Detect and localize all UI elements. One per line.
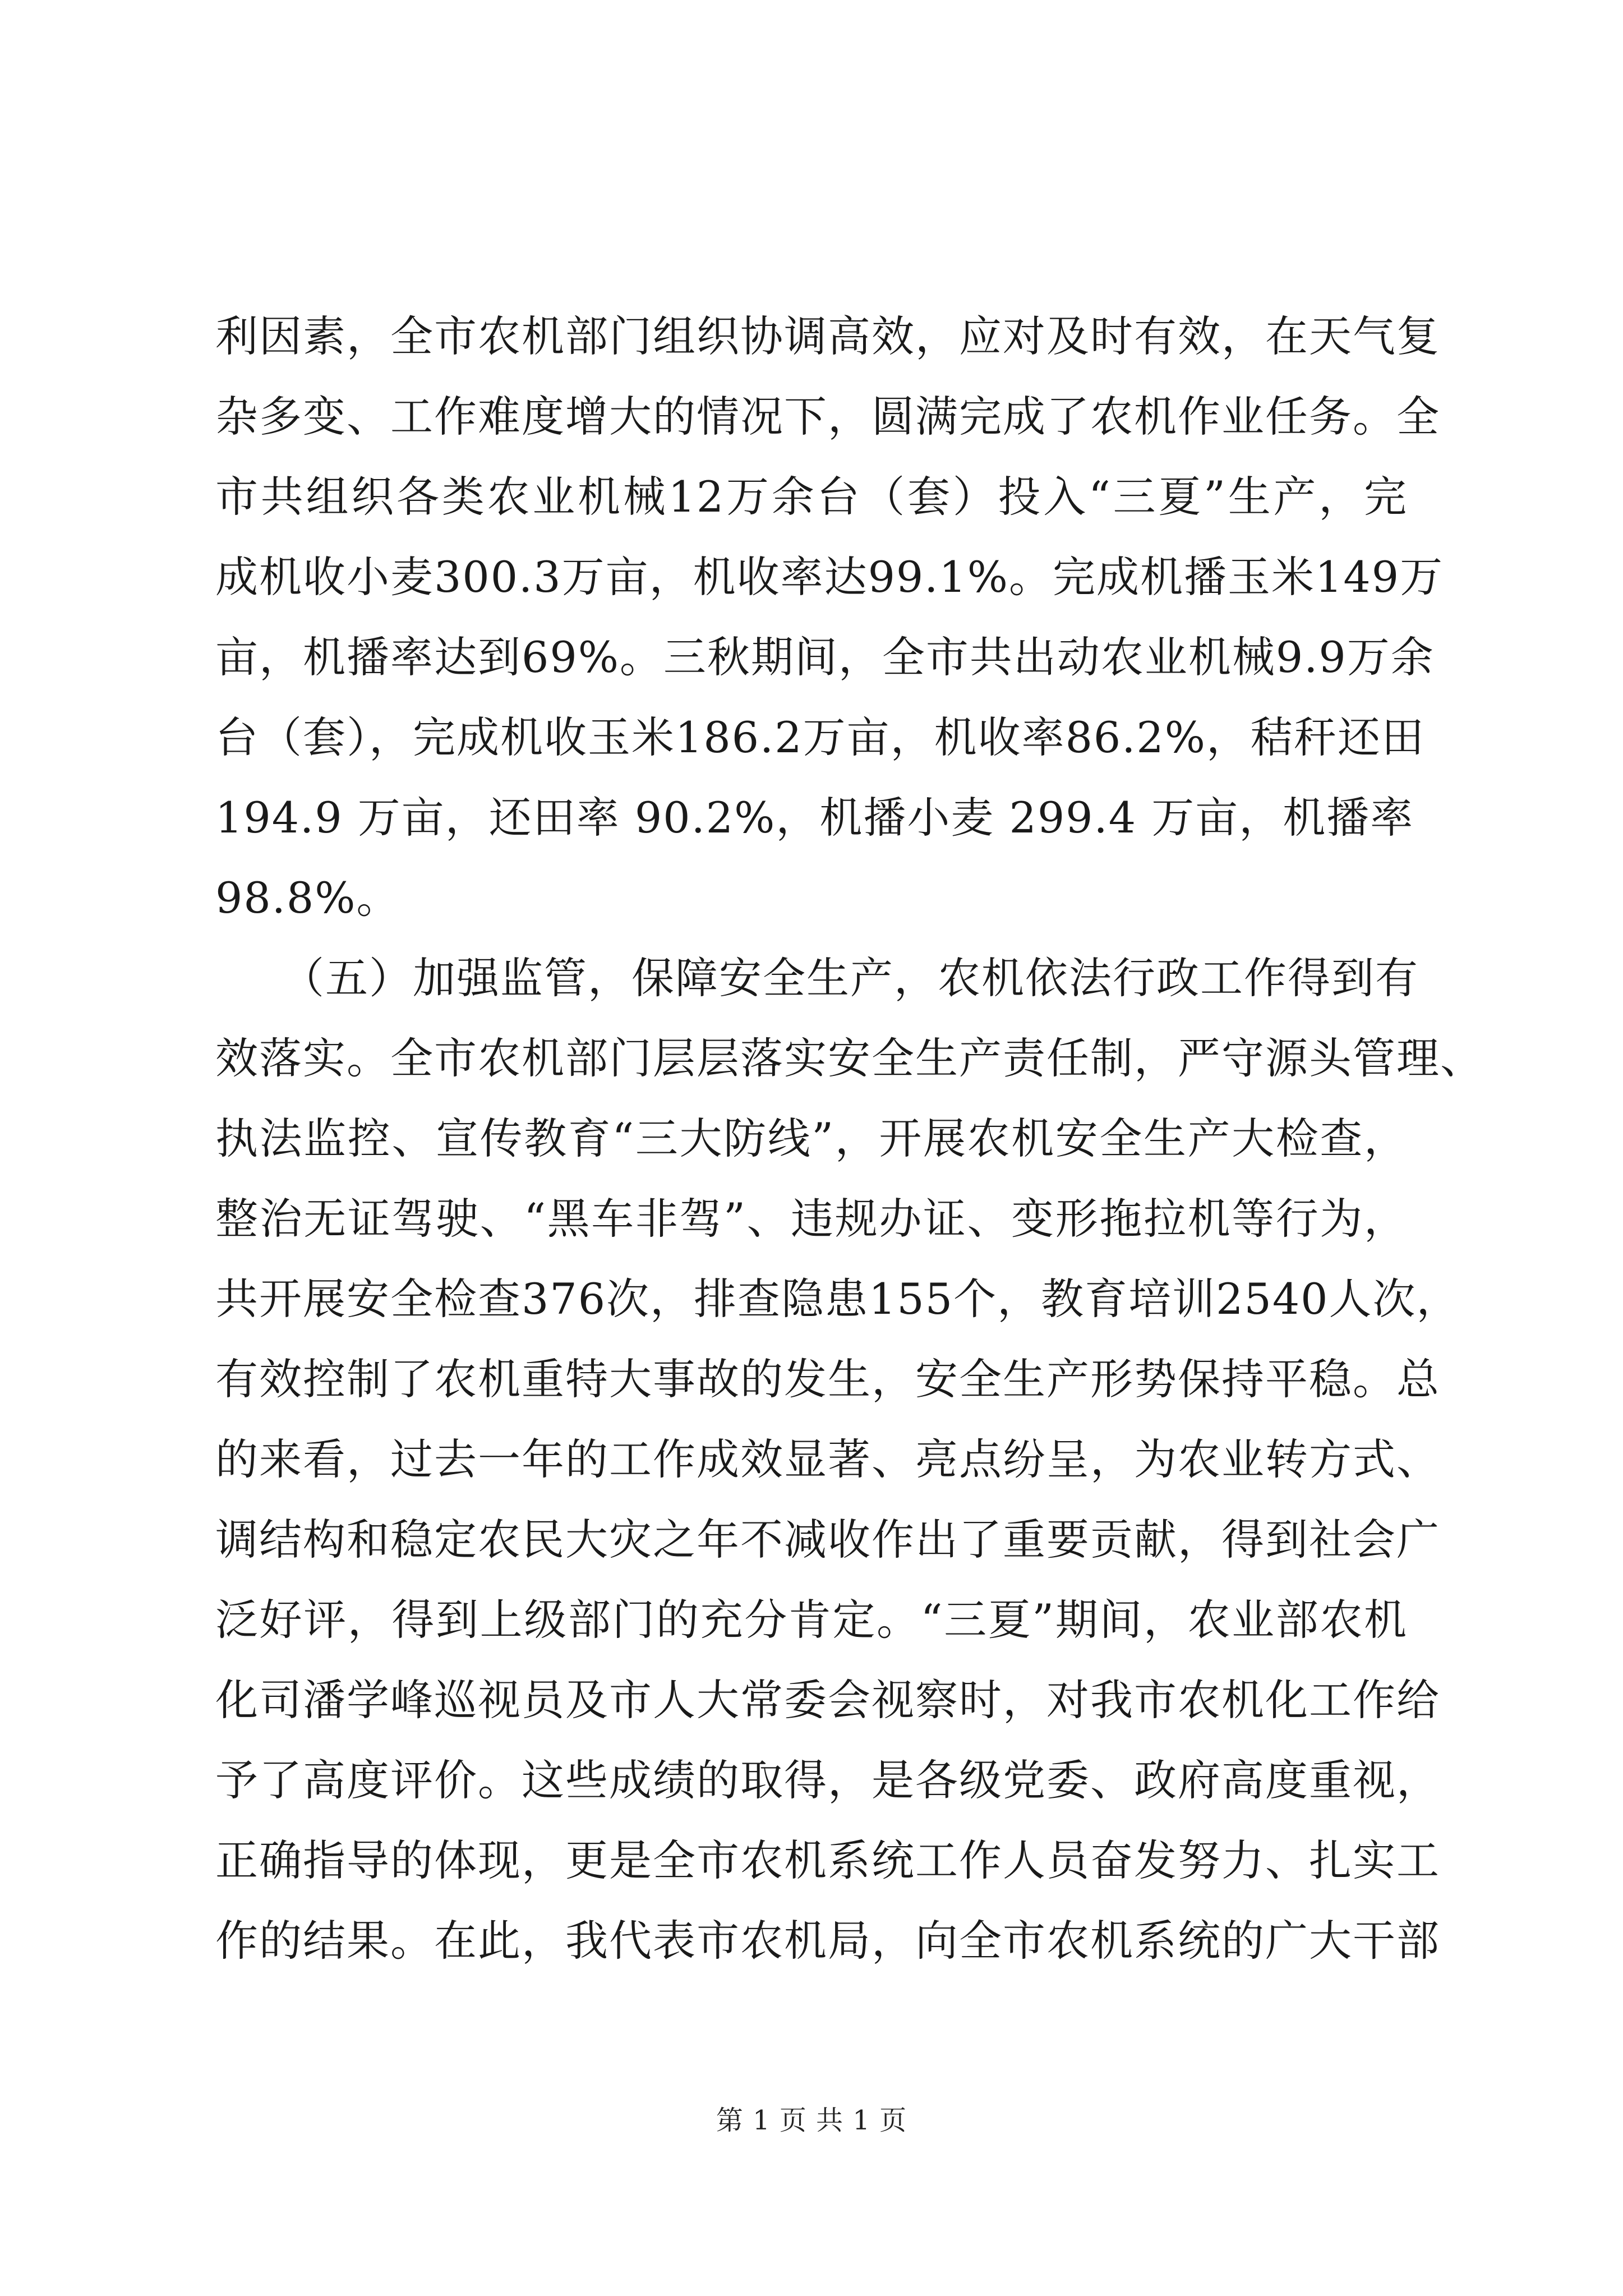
text-line: 泛好评，得到上级部门的充分肯定。“三夏”期间，农业部农机: [215, 1595, 1408, 1645]
text-line: 利因素，全市农机部门组织协调高效，应对及时有效，在天气复: [215, 311, 1440, 361]
text-line: 效落实。全市农机部门层层落实安全生产责任制，严守源头管理、: [215, 1033, 1484, 1083]
body-text: [215, 303, 1484, 1987]
text-line: 作的结果。在此，我代表市农机局，向全市农机系统的广大干部: [215, 1916, 1440, 1966]
text-line: 杂多变、工作难度增大的情况下，圆满完成了农机作业任务。全: [215, 392, 1440, 441]
text-line: 予了高度评价。这些成绩的取得，是各级党委、政府高度重视，: [215, 1755, 1440, 1805]
section-heading-line: （五）加强监管，保障安全生产，农机依法行政工作得到有: [215, 953, 1419, 1003]
text-line: 98.8%。: [215, 873, 400, 923]
text-line: 正确指导的体现，更是全市农机系统工作人员奋发努力、扎实工: [215, 1835, 1440, 1885]
text-line: 有效控制了农机重特大事故的发生，安全生产形势保持平稳。总: [215, 1354, 1440, 1404]
text-line: 整治无证驾驶、“黑车非驾”、违规办证、变形拖拉机等行为，: [215, 1194, 1408, 1244]
text-line: 化司潘学峰巡视员及市人大常委会视察时，对我市农机化工作给: [215, 1675, 1440, 1725]
text-line: 共开展安全检查376次，排查隐患155个，教育培训2540人次，: [215, 1274, 1460, 1324]
text-line: 的来看，过去一年的工作成效显著、亮点纷呈，为农业转方式、: [215, 1434, 1440, 1484]
text-line: 亩，机播率达到69%。三秋期间，全市共出动农业机械9.9万余: [215, 632, 1435, 682]
text-line: 调结构和稳定农民大灾之年不减收作出了重要贡献，得到社会广: [215, 1515, 1440, 1565]
text-line: 执法监控、宣传教育“三大防线”，开展农机安全生产大检查，: [215, 1114, 1408, 1163]
text-line: 194.9 万亩，还田率 90.2%，机播小麦 299.4 万亩，机播率: [215, 793, 1414, 843]
text-line: 市共组织各类农业机械12万余台（套）投入“三夏”生产，完: [215, 472, 1408, 522]
text-line: 台（套），完成机收玉米186.2万亩，机收率86.2%，秸秆还田: [215, 712, 1426, 762]
text-line: 成机收小麦300.3万亩，机收率达99.1%。完成机播玉米149万: [215, 552, 1444, 602]
page-number-footer: 第 1 页 共 1 页: [716, 2105, 907, 2136]
